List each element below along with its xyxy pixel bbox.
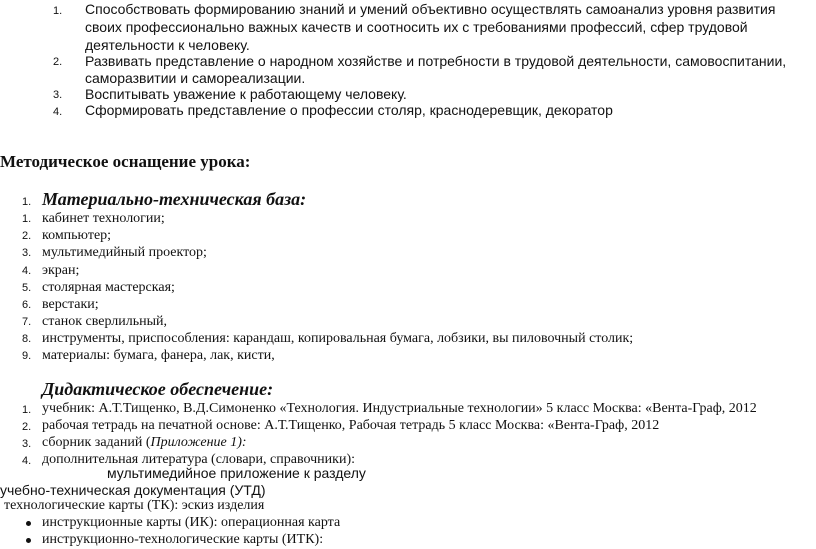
list-item: столярная мастерская; [42, 280, 175, 295]
goal-number: 3. [53, 89, 63, 101]
list-item: мультимедийный проектор; [42, 245, 207, 260]
bullet-item: инструкционно-технологические карты (ИТК): [42, 532, 324, 547]
list-item-number: 8. [22, 333, 32, 345]
goal-text-line: Воспитывать уважение к работающему человеку. [85, 86, 407, 102]
goal-text-line: деятельности к человеку. [85, 37, 250, 53]
list-item: инструменты, приспособления: карандаш, копировальная бумага, лобзики, вы пиловочный столик; [42, 331, 634, 346]
bullet-item: инструкционные карты (ИК): операционная карта [42, 515, 341, 530]
goal-text-line: Способствовать формированию знаний и умений объективно осуществлять самоанализ уровня развития [85, 1, 776, 17]
list-item: экран; [42, 263, 80, 278]
list-item [42, 434, 247, 452]
list-item-number: 3. [22, 438, 32, 450]
list-item-number: 9. [22, 350, 32, 362]
list-item-number: 2. [22, 421, 32, 433]
list-item: дополнительная литература (словари, справочники): [42, 452, 355, 467]
list-item-number: 1. [22, 404, 32, 416]
appendix-reference: Приложение 1): [150, 435, 247, 450]
list-item-number: 2. [22, 230, 32, 242]
list-item-number: 5. [22, 282, 32, 294]
goal-text-line: своих профессионально важных качеств и соотносить их с требованиями профессий, сфер трудовой [85, 19, 748, 35]
tech-cards-line: технологические карты (ТК): эскиз изделия [4, 498, 265, 513]
multimedia-line: мультимедийное приложение к разделу [107, 465, 366, 481]
list-item-number: 3. [22, 247, 32, 259]
list-item-number: 4. [22, 455, 32, 467]
list-item: учебник: А.Т.Тищенко, В.Д.Симоненко «Технология. Индустриальные технологии» 5 класс Москва: «Вента-Граф, 2012 [42, 401, 757, 416]
goal-number: 4. [53, 106, 63, 118]
list-item: рабочая тетрадь на печатной основе: А.Т.Тищенко, Рабочая тетрадь 5 класс Москва: «Вента-Граф, 2012 [42, 418, 660, 433]
bullet-dot [26, 538, 31, 543]
goal-text-line: Сформировать представление о профессии столяр, краснодеревщик, декоратор [85, 102, 613, 118]
list-item-number: 4. [22, 265, 32, 277]
list-item-text: сборник заданий ( [42, 435, 151, 450]
list-item: материалы: бумага, фанера, лак, кисти, [42, 348, 275, 363]
list-item: кабинет технологии; [42, 211, 165, 226]
goal-text-line: саморазвитии и самореализации. [85, 70, 306, 86]
section-number: 1. [22, 196, 32, 208]
goal-number: 2. [53, 56, 63, 68]
didactic-title: Дидактическое обеспечение: [42, 379, 274, 399]
goal-text-line: Развивать представление о народном хозяйстве и потребности в трудовой деятельности, самовоспитании, [85, 53, 787, 69]
list-item-number: 1. [22, 213, 32, 225]
bullet-dot [26, 521, 31, 526]
goal-number: 1. [53, 5, 63, 17]
list-item-number: 6. [22, 299, 32, 311]
list-item: компьютер; [42, 228, 112, 243]
list-item: верстаки; [42, 297, 99, 312]
equipment-heading: Методическое оснащение урока: [0, 152, 251, 171]
list-item: станок сверлильный, [42, 314, 168, 329]
list-item-number: 7. [22, 316, 32, 328]
material-base-title: Материально-техническая база: [42, 189, 307, 209]
utd-line: учебно-техническая документация (УТД) [0, 482, 266, 498]
